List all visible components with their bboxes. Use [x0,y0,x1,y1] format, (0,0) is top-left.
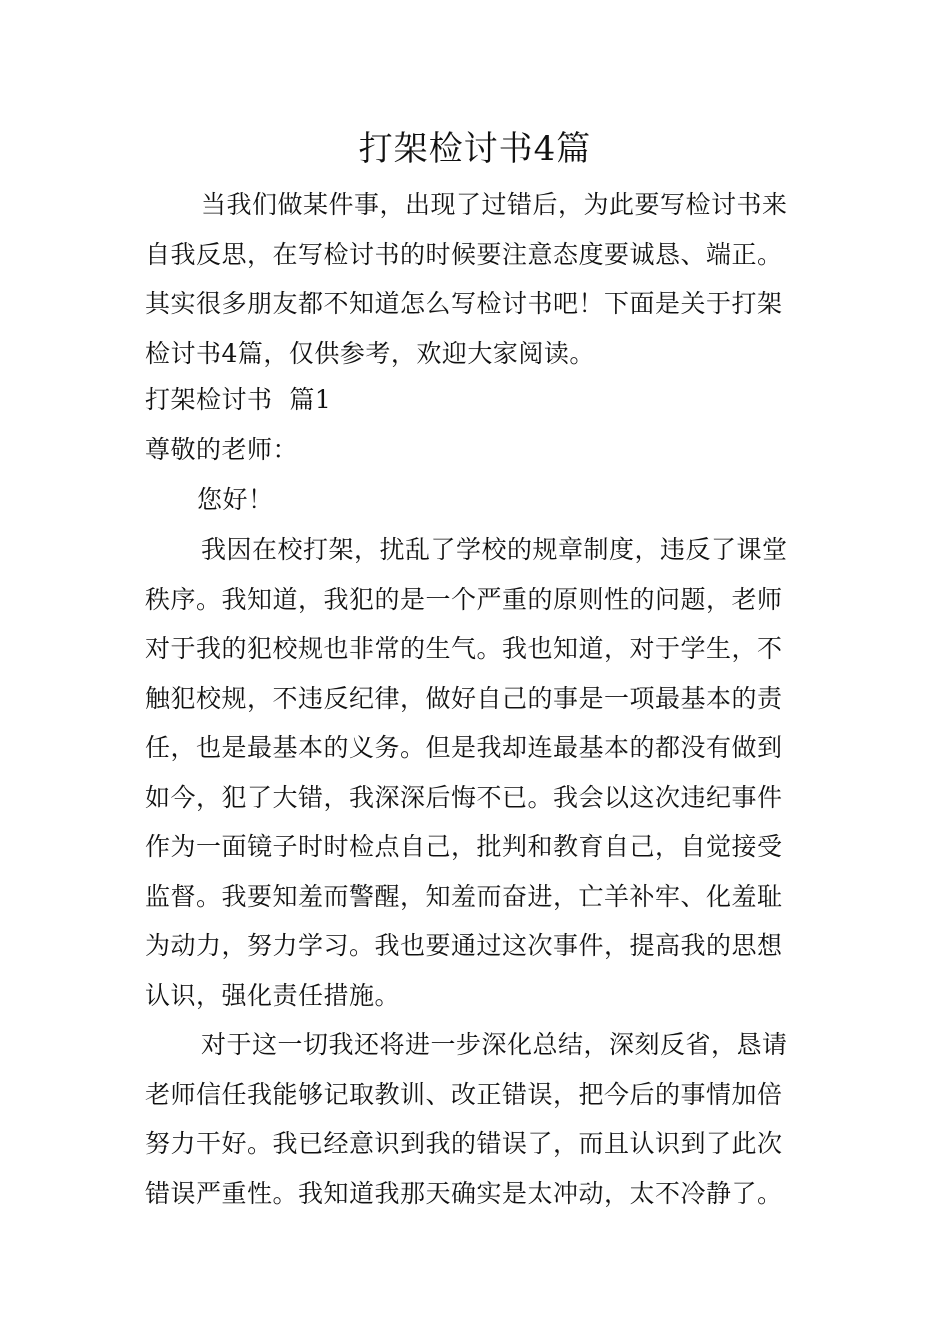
document-title: 打架检讨书4篇 [358,129,592,169]
paragraph-line: 对于我的犯校规也非常的生气。我也知道，对于学生，不 [145,634,783,663]
intro-line: 其实很多朋友都不知道怎么写检讨书吧！下面是关于打架 [145,289,783,318]
paragraph-line: 认识，强化责任措施。 [145,980,401,1010]
salutation [145,425,815,475]
paragraph-1 [145,525,815,1020]
intro-line: 当我们做某件事，出现了过错后，为此要写检讨书来 [201,190,788,219]
intro-line: 检讨书4篇，仅供参考，欢迎大家阅读。 [145,338,595,368]
paragraph-line: 努力干好。我已经意识到我的错误了，而且认识到了此次 [145,1129,783,1158]
paragraph-line: 老师信任我能够记取教训、改正错误，把今后的事情加倍 [145,1079,783,1109]
intro-line: 自我反思，在写检讨书的时候要注意态度要诚恳、端正。 [145,239,783,269]
paragraph-2 [145,1020,815,1218]
paragraph-line: 触犯校规，不违反纪律，做好自己的事是一项最基本的责 [145,683,783,713]
greeting-text: 您好！ [197,485,274,514]
paragraph-line: 任，也是最基本的义务。但是我却连最基本的都没有做到 [145,733,783,762]
paragraph-line: 我因在校打架，扰乱了学校的规章制度，违反了课堂 [201,535,788,564]
paragraph-line: 秩序。我知道，我犯的是一个严重的原则性的问题，老师 [145,584,783,614]
greeting [145,475,815,525]
paragraph-line: 监督。我要知羞而警醒，知羞而奋进，亡羊补牢、化羞耻 [145,881,783,911]
paragraph-line: 对于这一切我还将进一步深化总结，深刻反省，恳请 [201,1030,788,1059]
paragraph-line: 错误严重性。我知道我那天确实是太冲动，太不冷静了。 [145,1178,783,1208]
paragraph-line: 作为一面镜子时时检点自己，批判和教育自己，自觉接受 [145,832,783,861]
paragraph-line: 如今，犯了大错，我深深后悔不已。我会以这次违纪事件 [145,782,783,812]
section-heading-text: 打架检讨书 篇1 [145,385,332,414]
section-heading [145,375,815,425]
salutation-text: 尊敬的老师： [145,435,299,464]
paragraph-line: 为动力，努力学习。我也要通过这次事件，提高我的思想 [145,931,783,960]
intro-paragraph [145,180,815,378]
